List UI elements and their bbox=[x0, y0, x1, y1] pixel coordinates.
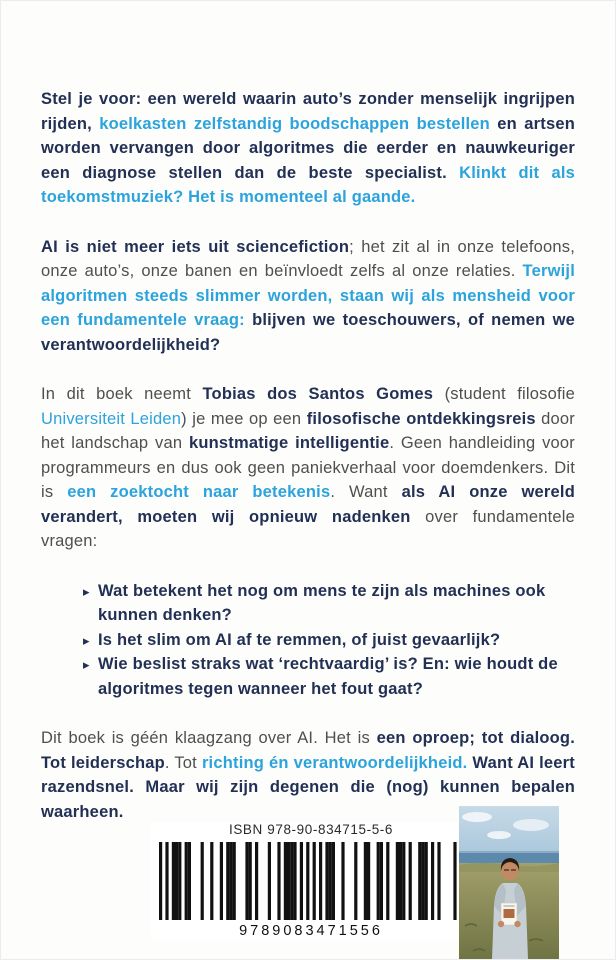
text-segment: koelkasten zelfstandig boodschappen bestellen bbox=[99, 114, 490, 133]
isbn-block bbox=[151, 822, 471, 939]
bullet-arrow-icon: ▸ bbox=[83, 657, 90, 672]
list-item bbox=[83, 652, 575, 701]
text-segment: . Tot bbox=[164, 753, 202, 772]
text-segment: blijven we toeschouwers, of nemen we verantwoordelijkheid? bbox=[41, 311, 575, 354]
text-segment: kunstmatige intelligentie bbox=[188, 434, 390, 452]
bullet-arrow-icon: ▸ bbox=[83, 632, 90, 648]
text-segment: over fundamentele vragen: bbox=[41, 507, 575, 550]
bullet-text: Is het slim om AI af te remmen, of juist gevaarlijk? bbox=[98, 630, 501, 649]
text-segment: . Want bbox=[330, 483, 402, 501]
text-segment: door het landschap van bbox=[41, 409, 575, 452]
bullet-text: Wie beslist straks wat ‘rechtvaardig’ is? En: wie houdt de algoritmes tegen wanneer het fout gaat? bbox=[98, 655, 558, 698]
author-name: Tobias dos Santos Gomes bbox=[202, 385, 434, 403]
bullet-arrow-icon: ▸ bbox=[83, 583, 90, 599]
author-photo bbox=[459, 806, 559, 959]
text-segment: Klinkt dit als toekomstmuziek? Het is momenteel al gaande. bbox=[41, 163, 575, 206]
text-segment: als AI onze wereld verandert, moeten wij opnieuw nadenken bbox=[41, 483, 575, 526]
text-segment: (student filosofie bbox=[433, 385, 575, 403]
university-name: Universiteit Leiden bbox=[41, 409, 182, 428]
text-segment: richting én verantwoordelijkheid. bbox=[201, 753, 468, 772]
text-segment: en artsen worden vervangen door algoritmes die eerder en nauwkeuriger een diagnose stellen dan de beste specialist. bbox=[41, 114, 575, 182]
text-segment: een zoektocht naar betekenis bbox=[67, 483, 331, 501]
isbn-label: ISBN 978-90-834715-5-6 bbox=[228, 822, 394, 837]
text-segment: ; het zit al in onze telefoons, onze auto’s, onze banen en beïnvloedt zelfs al onze relaties. bbox=[41, 237, 575, 280]
ean-barcode-bars bbox=[159, 842, 463, 920]
text-segment: filosofische ontdekkingsreis bbox=[306, 409, 536, 428]
author-photo-illustration bbox=[459, 806, 559, 959]
text-segment: In dit boek neemt bbox=[41, 385, 203, 403]
text-segment: AI is niet meer iets uit sciencefiction bbox=[41, 237, 350, 256]
barcode-number: 9789083471556 bbox=[239, 923, 383, 939]
key-questions-list bbox=[41, 579, 575, 702]
ai-reality-paragraph bbox=[41, 235, 575, 358]
text-segment: ) je mee op een bbox=[181, 409, 307, 428]
bullet-text: Wat betekent het nog om mens te zijn als machines ook kunnen denken? bbox=[98, 581, 546, 624]
text-segment: Dit boek is géén klaagzang over AI. Het is bbox=[41, 729, 377, 747]
back-cover-text bbox=[41, 87, 575, 849]
text-segment: Terwijl algoritmen steeds slimmer worden, staan wij als mensheid voor een fundamentele vraag: bbox=[41, 262, 575, 329]
ean-barcode bbox=[151, 842, 471, 920]
text-segment: een oproep; tot dialoog. Tot leiderschap bbox=[41, 729, 575, 772]
book-description-paragraph bbox=[41, 382, 575, 554]
text-segment: Stel je voor: een wereld waarin auto’s zonder menselijk ingrijpen rijden, bbox=[41, 90, 575, 133]
intro-paragraph bbox=[41, 87, 575, 210]
list-item bbox=[83, 579, 575, 628]
list-item bbox=[83, 628, 575, 653]
text-segment: . Geen handleiding voor programmeurs en dus ook geen paniekverhaal voor doemdenkers. Dit is bbox=[41, 434, 575, 501]
text-segment: Want AI leert razendsnel. Maar wij zijn degenen die (nog) kunnen bepalen waarheen. bbox=[41, 753, 575, 821]
